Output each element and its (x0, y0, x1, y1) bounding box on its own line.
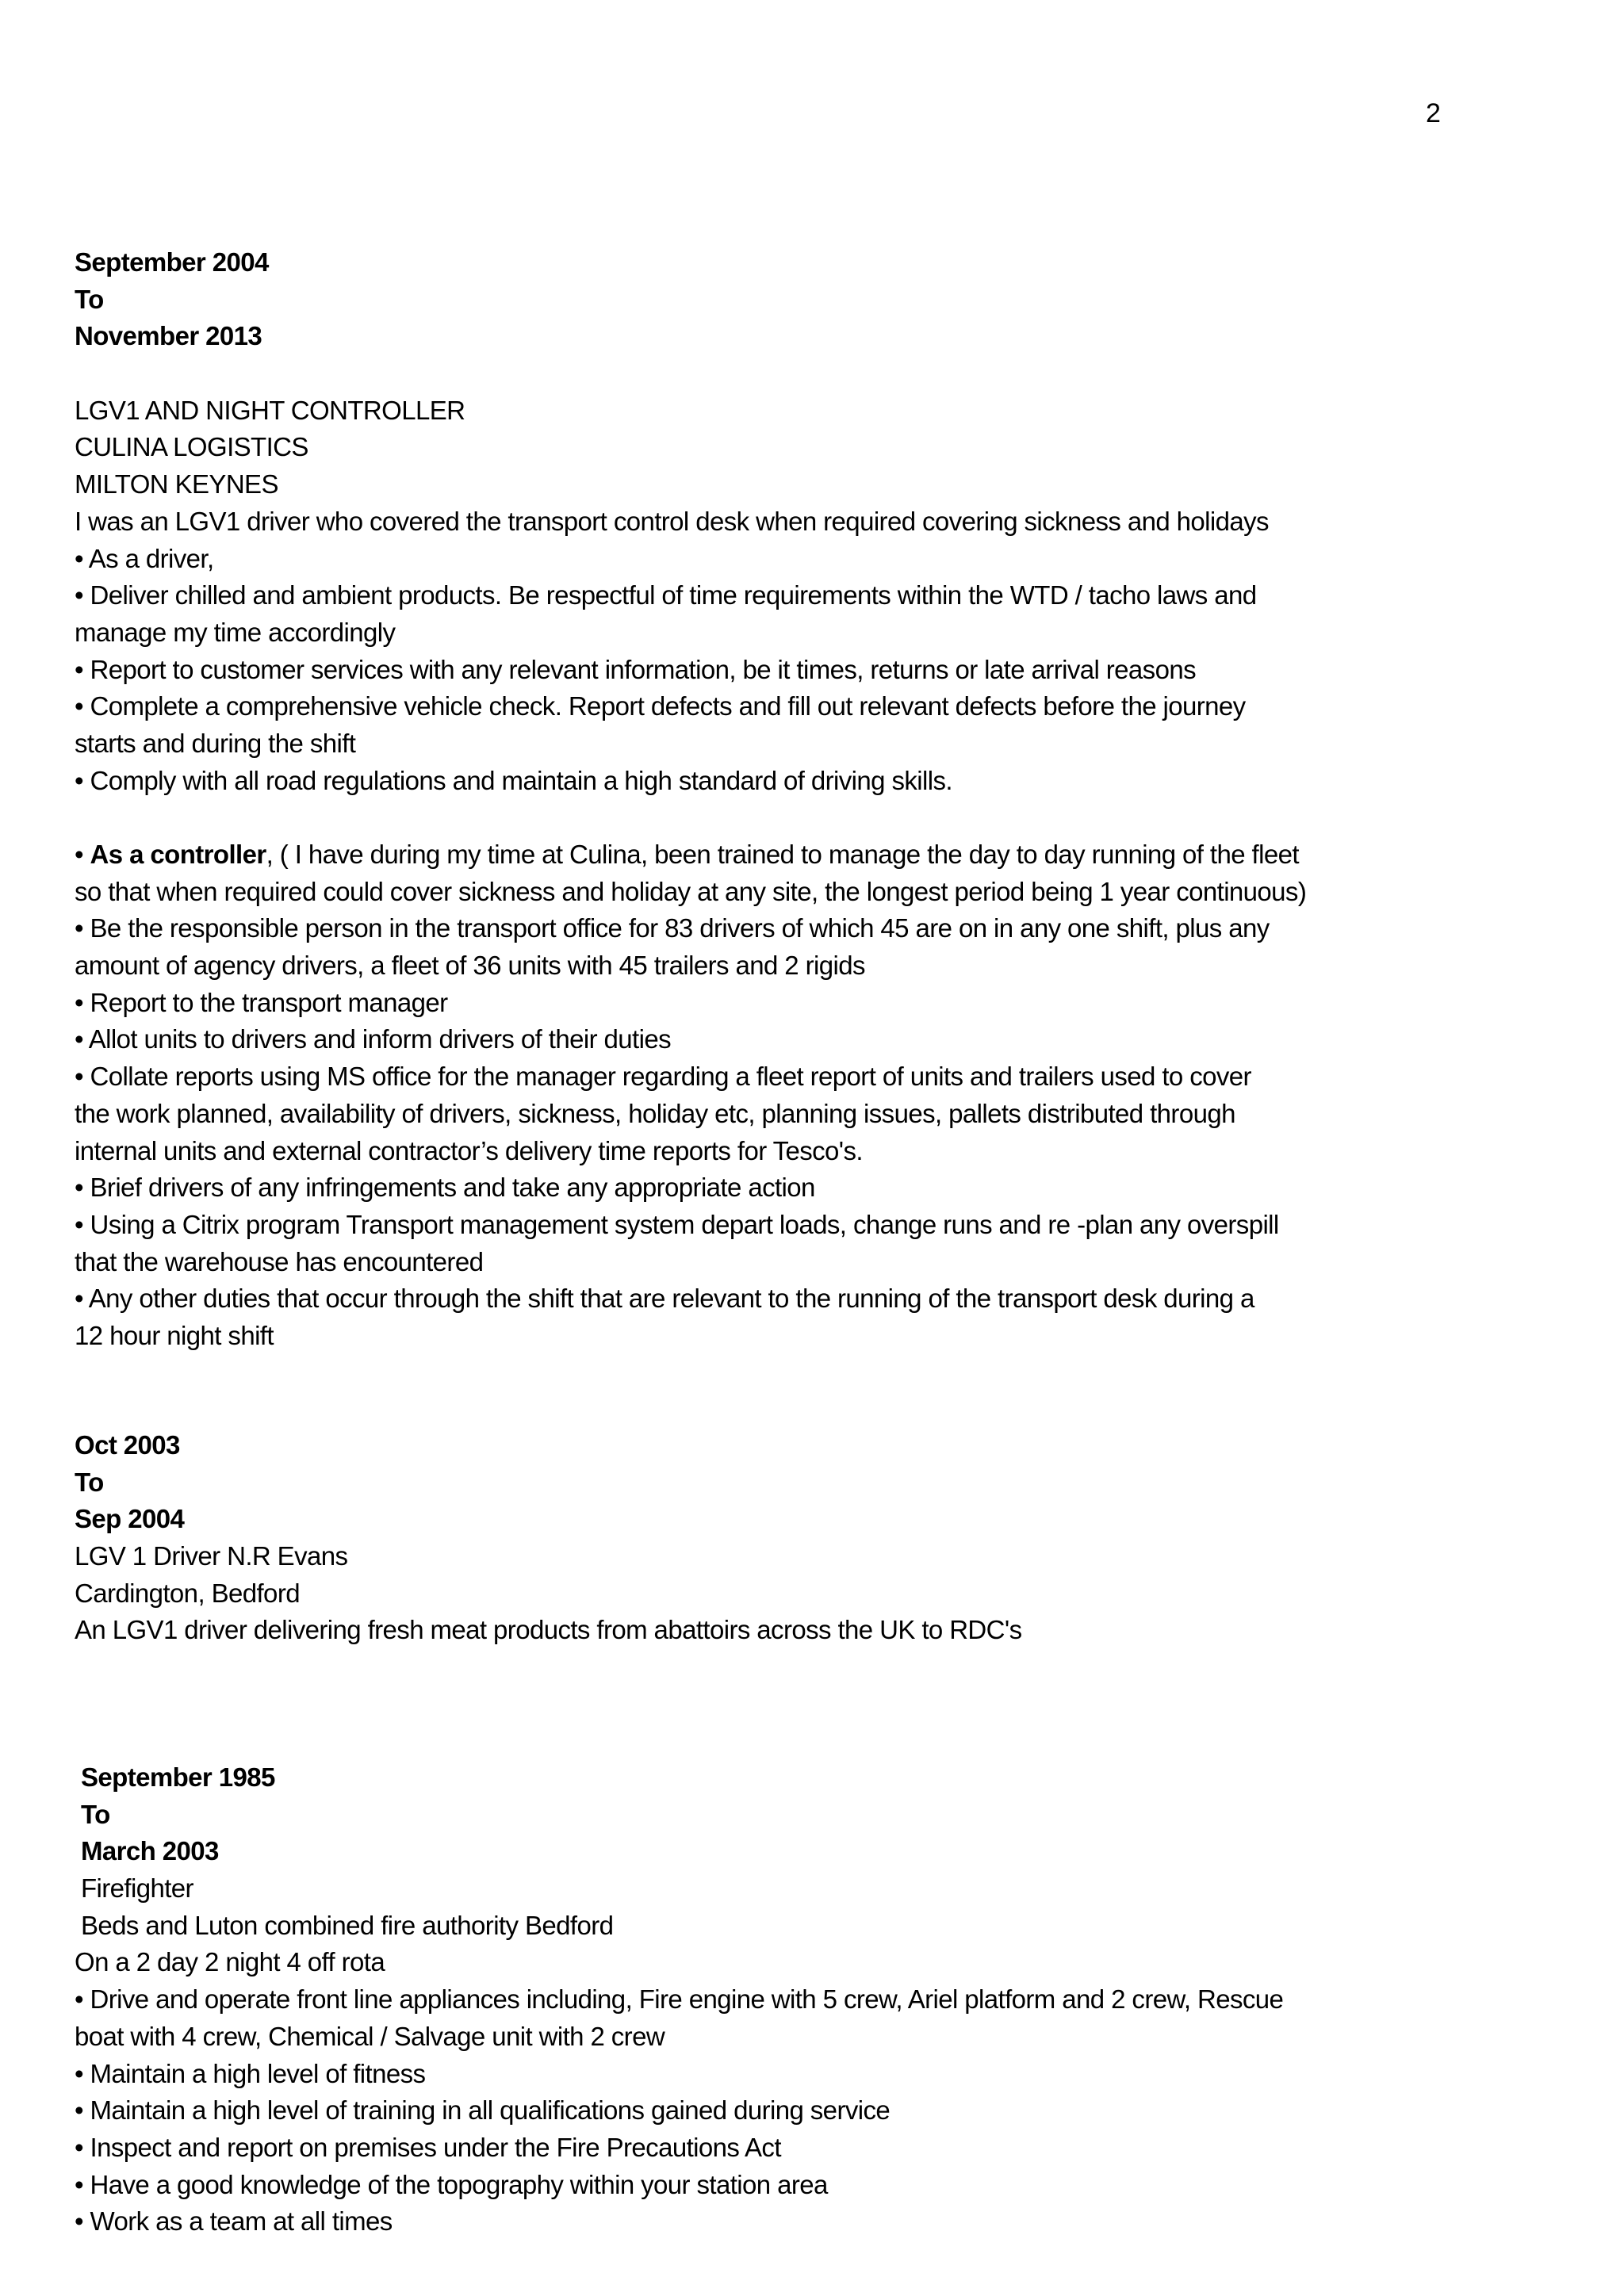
page-number: 2 (1426, 98, 1441, 128)
duty-line: • Comply with all road regulations and maintain a high standard of driving skills. (75, 765, 952, 795)
date-separator: To (75, 284, 104, 314)
duty-line: that the warehouse has encountered (75, 1246, 484, 1276)
duty-line: • Collate reports using MS office for the manager regarding a fleet report of units and trailers used to cover (75, 1062, 1251, 1092)
duty-line: • Report to customer services with any relevant information, be it times, returns or late arrival reasons (75, 654, 1196, 684)
start-date: September 2004 (75, 247, 269, 277)
duty-line: • Inspect and report on premises under the Fire Precautions Act (75, 2132, 781, 2162)
duty-line: 12 hour night shift (75, 1320, 274, 1350)
duty-line: • Maintain a high level of training in all qualifications gained during service (75, 2095, 891, 2126)
end-date: March 2003 (81, 1836, 219, 1866)
controller-heading: As a controller (90, 840, 266, 869)
shift-pattern: On a 2 day 2 night 4 off rota (75, 1947, 385, 1977)
blank-line (75, 355, 1454, 392)
employment-entry-evans (75, 1427, 1454, 1649)
employment-entry-culina (75, 244, 1454, 1355)
duty-line: • Deliver chilled and ambient products. Be respectful of time requirements within the WTD / tacho laws and (75, 580, 1257, 610)
blank-line (75, 799, 1454, 836)
controller-intro: • As a controller, ( I have during my time at Culina, been trained to manage the day to day running of the fleet (75, 840, 1299, 869)
duty-line: • Work as a team at all times (75, 2206, 393, 2237)
duty-line: the work planned, availability of drivers, sickness, holiday etc, planning issues, pallets distributed through (75, 1098, 1235, 1128)
duty-line: manage my time accordingly (75, 617, 396, 647)
duty-line: • Any other duties that occur through the shift that are relevant to the running of the transport desk during a (75, 1284, 1254, 1314)
controller-intro-text: , ( I have during my time at Culina, been trained to manage the day to day running of the fleet (266, 840, 1299, 869)
duty-line: • Brief drivers of any infringements and take any appropriate action (75, 1173, 815, 1203)
role-summary: I was an LGV1 driver who covered the transport control desk when required covering sickness and holidays (75, 506, 1269, 536)
job-title: Firefighter (81, 1873, 193, 1904)
end-date: Sep 2004 (75, 1504, 185, 1534)
duty-line: boat with 4 crew, Chemical / Salvage unit with 2 crew (75, 2021, 665, 2051)
duty-line: • Maintain a high level of fitness (75, 2058, 426, 2088)
location: MILTON KEYNES (75, 469, 278, 499)
job-title: LGV1 AND NIGHT CONTROLLER (75, 395, 465, 425)
duty-line: • Report to the transport manager (75, 987, 448, 1017)
end-date: November 2013 (75, 321, 262, 351)
duty-line: • Drive and operate front line appliances including, Fire engine with 5 crew, Ariel platform and 2 crew, Rescue (75, 1984, 1284, 2015)
start-date: September 1985 (81, 1762, 275, 1792)
job-title: LGV 1 Driver N.R Evans (75, 1541, 348, 1571)
duty-line: starts and during the shift (75, 728, 356, 758)
employer: Beds and Luton combined fire authority Bedford (81, 1910, 614, 1940)
duty-line: internal units and external contractor’s delivery time reports for Tesco's. (75, 1135, 863, 1165)
start-date: Oct 2003 (75, 1430, 180, 1460)
duty-line: • Complete a comprehensive vehicle check. Report defects and fill out relevant defects before the journey (75, 691, 1246, 721)
duty-line: • Allot units to drivers and inform drivers of their duties (75, 1024, 671, 1054)
duty-line: • Be the responsible person in the transport office for 83 drivers of which 45 are on in any one shift, plus any (75, 913, 1270, 943)
employment-entry-firefighter (75, 1759, 1454, 2241)
duty-line: • As a driver, (75, 543, 214, 573)
duty-line: • Have a good knowledge of the topography within your station area (75, 2169, 828, 2199)
role-summary: An LGV1 driver delivering fresh meat products from abattoirs across the UK to RDC's (75, 1615, 1022, 1645)
date-separator: To (75, 1467, 104, 1497)
duty-line: • Using a Citrix program Transport management system depart loads, change runs and re -plan any overspill (75, 1209, 1279, 1239)
duty-line: amount of agency drivers, a fleet of 36 units with 45 trailers and 2 rigids (75, 951, 865, 981)
date-separator: To (81, 1799, 110, 1829)
employer: CULINA LOGISTICS (75, 432, 308, 462)
location: Cardington, Bedford (75, 1578, 300, 1608)
duty-line: so that when required could cover sickness and holiday at any site, the longest period being 1 year continuous) (75, 876, 1307, 906)
